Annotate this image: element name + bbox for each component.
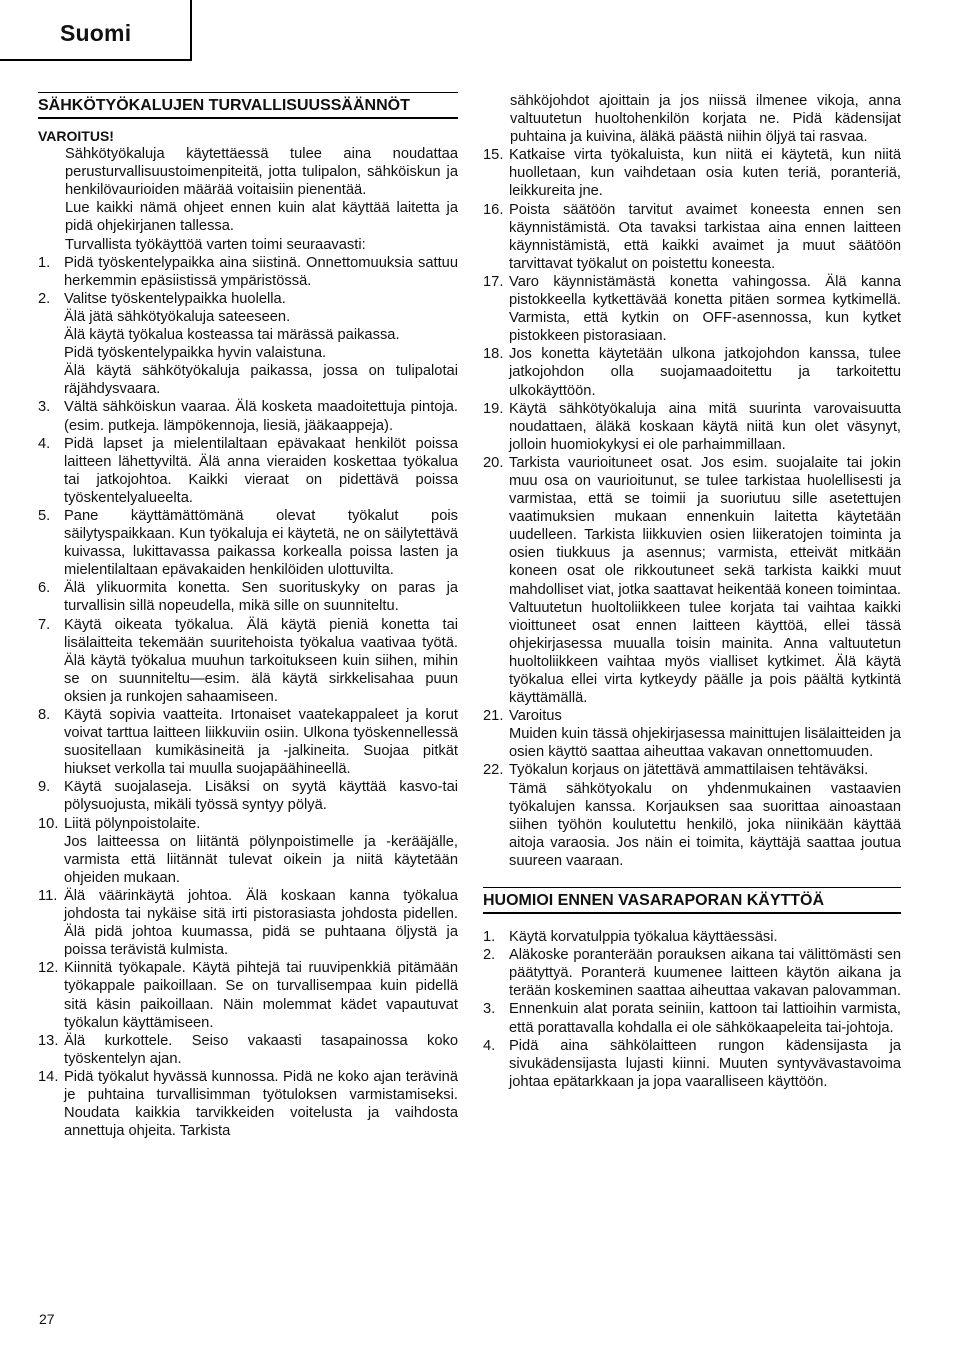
list-item-text bbox=[509, 761, 901, 870]
list-item-number: 9. bbox=[38, 779, 51, 796]
intro-paragraph: Sähkötyökaluja käytettäessä tulee aina noudattaa perusturvallisuustoimenpiteitä, jotta tulipalon, sähköiskun ja henkilövaurioiden määrää voitaisiin pienentää. bbox=[65, 146, 458, 199]
list-item-text bbox=[64, 435, 458, 507]
list-item-paragraph: Ennenkuin alat porata seiniin, kattoon tai lattioihin varmista, että porattavalla kohdalla ei ole sähkökaapeleita tai-johtoja. bbox=[509, 1001, 901, 1036]
list-item-paragraph: Liitä pölynpoistolaite. bbox=[64, 815, 201, 832]
list-item-paragraph: Älä käytä sähkötyökaluja paikassa, jossa on tulipalotai räjähdysvaara. bbox=[64, 363, 458, 398]
list-item-paragraph: Käytä oikeata työkalua. Älä käytä pieniä konetta tai lisälaitteita tekemään suuritehoista työkalua vaativaa työtä. Älä käytä työkalua muuhun tarkoitukseen kuin siihen, mihin se on suunniteltu—esim. älä käytä sirkkelisahaa puun oksien ja runkojen sahaamiseen. bbox=[64, 616, 458, 705]
right-column bbox=[483, 92, 901, 1091]
list-item-text bbox=[64, 507, 458, 579]
list-item-paragraph: Älä käytä työkalua kosteassa tai märässä paikassa. bbox=[64, 327, 400, 344]
list-item-text bbox=[509, 345, 901, 399]
list-item-paragraph: Käytä suojalaseja. Lisäksi on syytä käyttää kasvo-tai pölysuojusta, mikäli työssä syntyy pölyä. bbox=[64, 779, 458, 814]
list-item-text bbox=[509, 707, 901, 761]
list-item-paragraph: Poista säätöön tarvitut avaimet koneesta ennen sen käynnistämistä. Ota tavaksi tarkistaa aina ennen laitteen käynnistämistä, että kaikki avaimet ja muut säätöön tarvittavat työkalut on poistettu koneesta. bbox=[509, 201, 901, 272]
list-item-paragraph: Älä väärinkäytä johtoa. Älä koskaan kanna työkalua johdosta tai nykäise sitä irti pistorasiasta johdosta pidellen. Älä pidä johtoa kuumassa, pidä se puhtaana öljystä ja poissa terävistä kulmista. bbox=[64, 887, 458, 959]
list-item-number: 20. bbox=[483, 454, 504, 471]
list-item-paragraph: Varoitus bbox=[509, 708, 562, 725]
list-item-number: 17. bbox=[483, 273, 504, 290]
list-item-paragraph: Käytä sähkötyökaluja aina mitä suurinta varovaisuutta noudattaen, äläkä koskaan käytä niitä kun olet väsynyt, jolloin huomiokykysi ei ole parhaimmillaan. bbox=[509, 400, 901, 453]
warning-label: VAROITUS! bbox=[38, 128, 114, 144]
list-item-text bbox=[509, 1037, 901, 1091]
list-item-text bbox=[64, 1032, 458, 1068]
list-item-number: 10. bbox=[38, 815, 59, 832]
safety-rules-list-continued bbox=[483, 146, 901, 870]
list-item-number: 8. bbox=[38, 707, 51, 723]
list-item-paragraph: Pidä aina sähkölaitteen rungon kädensijasta ja sivukädensijasta lujasti kiinni. Muuten syntyvävastavoima johtaa epätarkkaan ja jopa vaaralliseen käyttöön. bbox=[509, 1037, 901, 1090]
list-item-paragraph: Vältä sähköiskun vaaraa. Älä kosketa maadoitettuja pintoja. (esim. putkeja. lämpökennoja, liesiä, jääkaappeja). bbox=[64, 399, 458, 434]
list-item-text bbox=[64, 1068, 458, 1140]
list-item-text bbox=[64, 254, 458, 290]
list-item-number: 6. bbox=[38, 580, 51, 597]
list-item bbox=[38, 959, 458, 1031]
list-item-paragraph: Käytä korvatulppia työkalua käyttäessäsi. bbox=[509, 929, 778, 946]
language-tab bbox=[0, 0, 192, 61]
list-item-paragraph: Pidä työskentelypaikka aina siistinä. Onnettomuuksia sattuu herkemmin epäsiistissä ympäristössä. bbox=[64, 254, 458, 289]
hammer-drill-list bbox=[483, 928, 901, 1091]
list-item-paragraph: Pane käyttämättömänä olevat työkalut pois säilytyspaikkaan. Kun työkaluja ei käytetä, ne on säilytettävä kuivassa, lukittavassa paikassa korkealla poissa lasten ja mielentilaltaan epävakaiden henkilöiden ulottuvilta. bbox=[64, 507, 458, 579]
list-item-number: 7. bbox=[38, 616, 51, 633]
list-item bbox=[483, 400, 901, 454]
list-item-text bbox=[64, 778, 458, 814]
continuation-paragraph: sähköjohdot ajoittain ja jos niissä ilmenee vikoja, anna valtuutetun huoltohenkilön korjata ne. Pidä kädensijat puhtaina ja kuivina, äläkä päästä niihin öljyä tai rasvaa. bbox=[510, 93, 901, 146]
list-item-number: 2. bbox=[38, 290, 51, 307]
list-item-number: 5. bbox=[38, 507, 51, 524]
list-item bbox=[38, 1032, 458, 1068]
list-item-number: 15. bbox=[483, 147, 504, 164]
list-item-text bbox=[509, 928, 901, 946]
list-item-text bbox=[509, 946, 901, 1000]
list-item-text bbox=[64, 579, 458, 615]
list-item-paragraph: Kiinnitä työkapale. Käytä pihtejä tai ruuvipenkkiä pitämään työkappale paikoillaan. Se on turvallisempaa kuin pidellä sitä käsin paikoillaan. Näin molemmat kädet vapautuvat työkalun käyttämiseen. bbox=[64, 960, 458, 1031]
list-item bbox=[483, 201, 901, 273]
list-item bbox=[483, 273, 901, 345]
list-item bbox=[38, 706, 458, 778]
list-item-number: 12. bbox=[38, 960, 59, 977]
safety-rules-heading: SÄHKÖTYÖKALUJEN TURVALLISUUSSÄÄNNÖT bbox=[38, 92, 458, 119]
list-item-number: 19. bbox=[483, 400, 504, 417]
list-item-paragraph: Tämä sähkötyokalu on yhdenmukainen vastaavien työkalujen kanssa. Korjauksen saa suorittaa ainoastaan siihen työhön koulutettu henkilö, joka niinikään käyttää aitoja varaosia. Jos näin ei toimita, käyttäjä saattaa joutua suureen vaaraan. bbox=[509, 780, 901, 869]
list-item-paragraph: Älä ylikuormita konetta. Sen suorituskyky on paras ja turvallisin sillä nopeudella, mikä sille on suunniteltu. bbox=[64, 580, 458, 615]
list-item-paragraph: Valitse työskentelypaikka huolella. bbox=[64, 290, 286, 307]
list-item-number: 4. bbox=[38, 435, 51, 452]
list-item-number: 14. bbox=[38, 1068, 59, 1085]
list-item-number: 22. bbox=[483, 762, 504, 779]
list-item-paragraph: Tarkista vaurioituneet osat. Jos esim. suojalaite tai jokin muu osa on vaurioitunut, se tulee tarkistaa huolellisesti ja varmistaa, että se toimii ja suoriutuu sille asetettujen vaatimuksien mukaan ennenkuin laitetta käytetään uudelleen. Tarkista liikkuvien osien liikeratojen toiminta ja osien tiukkuus ja asennus; varmista, etteivät mitkään koneen osat ole rikkoutuneet sekä tarkista kaikki muut mahdolliset viat, jotka saattavat heikentää koneen toimintaa. Valtuutetun huoltoliikkeen tulee korjata tai vaihtaa kaikki vioittuneet osat ennen laitteen käyttöä, ellei tässä ohjekirjasessa muualla toisin mainita. Anna valtuutetun huoltoliikkeen vaihtaa myös vialliset kytkimet. Älä käytä työkalua ellei virta kytkeydy päälle ja pois päältä kytkintä käyttämällä. bbox=[509, 454, 901, 707]
list-item-number: 11. bbox=[38, 887, 58, 904]
list-item-text bbox=[509, 400, 901, 454]
list-item bbox=[38, 616, 458, 706]
list-item-number: 4. bbox=[483, 1037, 496, 1054]
list-item-paragraph: Jos laitteessa on liitäntä pölynpoistimelle ja -kerääjälle, varmista että liitännät tulevat oikein ja niitä käytetään ohjeiden mukaan. bbox=[64, 833, 458, 886]
list-item bbox=[483, 454, 901, 707]
list-item-number: 2. bbox=[483, 947, 496, 964]
list-item bbox=[38, 579, 458, 615]
list-item-paragraph: Pidä työskentelypaikka hyvin valaistuna. bbox=[64, 345, 327, 362]
list-item bbox=[38, 254, 458, 290]
list-item-number: 3. bbox=[38, 399, 51, 416]
list-item-number: 1. bbox=[483, 929, 496, 946]
list-item-paragraph: Työkalun korjaus on jätettävä ammattilaisen tehtäväksi. bbox=[509, 762, 869, 779]
list-item-text bbox=[509, 1000, 901, 1036]
left-column bbox=[38, 92, 458, 1140]
page-number: 27 bbox=[39, 1311, 55, 1327]
hammer-drill-heading: HUOMIOI ENNEN VASARAPORAN KÄYTTÖÄ bbox=[483, 887, 901, 914]
list-item bbox=[483, 1000, 901, 1036]
list-item-number: 21. bbox=[483, 708, 504, 725]
list-item-text bbox=[509, 201, 901, 273]
list-item-number: 18. bbox=[483, 346, 504, 363]
list-item bbox=[483, 707, 901, 761]
list-item-paragraph: Pidä työkalut hyvässä kunnossa. Pidä ne koko ajan terävinä je puhtaina turvallisimman työtuloksen varmistamiseksi. Noudata kaikkia tarvikkeiden voitelusta ja vaihdosta annettuja ohjeita. Tarkista bbox=[64, 1068, 458, 1140]
list-item-text bbox=[64, 706, 458, 778]
list-item-paragraph: Käytä sopivia vaatteita. Irtonaiset vaatekappaleet ja korut voivat tarttua laitteen liikkuviin osiin. Ulkona työskennellessä suositellaan kumikäsineitä ja -jalkineita. Suojaa pitkät hiukset verkolla tai muulla suojapäähineellä. bbox=[64, 707, 458, 778]
list-item-text bbox=[64, 959, 458, 1031]
list-item-number: 13. bbox=[38, 1032, 59, 1049]
list-item-text bbox=[64, 887, 458, 959]
list-item-paragraph: Pidä lapset ja mielentilaltaan epävakaat henkilöt poissa laitteen lähettyviltä. Älä anna vieraiden koskettaa työkalua tai jatkojohtoa. Kaikki vieraat on pidettävä poissa työskentelyalueelta. bbox=[64, 435, 458, 506]
list-item bbox=[38, 435, 458, 507]
list-item-paragraph: Katkaise virta työkaluista, kun niitä ei käytetä, kun niitä huolletaan, kun vaihdetaan osia kuten teriä, poranteriä, leikkureita jne. bbox=[509, 147, 901, 200]
list-item-number: 1. bbox=[38, 254, 51, 271]
list-item bbox=[38, 507, 458, 579]
list-item bbox=[38, 778, 458, 814]
language-tab-label: Suomi bbox=[60, 20, 132, 46]
list-item-text bbox=[509, 146, 901, 200]
list-item-paragraph: Älä kurkottele. Seiso vakaasti tasapainossa koko työskentelyn ajan. bbox=[64, 1032, 458, 1067]
list-item-text bbox=[64, 398, 458, 434]
list-item-text bbox=[509, 273, 901, 345]
list-item-paragraph: Aläkoske poranterään porauksen aikana tai välittömästi sen päätyttyä. Poranterä kuumenee laitteen käytön aikana ja terään koskeminen saattaa aiheuttaa vakavan palovamman. bbox=[509, 947, 901, 1000]
list-item-number: 3. bbox=[483, 1001, 496, 1018]
list-item-paragraph: Varo käynnistämästä konetta vahingossa. Älä kanna pistokkeella kytkettävää konetta pitäen sormea kytkimellä. Varmista, että kytkin on OFF-asennossa, kun kytket pistokkeen pistorasiaan. bbox=[509, 273, 901, 345]
list-item bbox=[38, 815, 458, 887]
list-item bbox=[483, 761, 901, 870]
intro-paragraph: Lue kaikki nämä ohjeet ennen kuin alat käyttää laitetta ja pidä ohjekirjanen tallessa. bbox=[65, 200, 458, 235]
list-item bbox=[483, 928, 901, 946]
list-item bbox=[38, 398, 458, 434]
list-item bbox=[483, 1037, 901, 1091]
safety-rules-list bbox=[38, 254, 458, 1141]
list-item bbox=[483, 946, 901, 1000]
list-item bbox=[483, 345, 901, 399]
list-item-text bbox=[64, 616, 458, 706]
list-item bbox=[38, 290, 458, 399]
list-item bbox=[38, 887, 458, 959]
list-item-paragraph: Jos konetta käytetään ulkona jatkojohdon kanssa, tulee jatkojohdon olla suojamaadoitettu ja tarkoitettu ulkokäyttöön. bbox=[509, 346, 901, 399]
list-item-text bbox=[64, 290, 458, 399]
intro-paragraph: Turvallista työkäyttöä varten toimi seuraavasti: bbox=[65, 236, 366, 253]
list-item-text bbox=[509, 454, 901, 707]
list-item bbox=[38, 1068, 458, 1140]
list-item-paragraph: Muiden kuin tässä ohjekirjasessa mainittujen lisälaitteiden ja osien käyttö saattaa aiheuttaa vakavan onnettomuuden. bbox=[509, 726, 901, 761]
list-item bbox=[483, 146, 901, 200]
list-item-paragraph: Älä jätä sähkötyökaluja sateeseen. bbox=[64, 308, 291, 325]
list-item-number: 16. bbox=[483, 201, 504, 218]
list-item-text bbox=[64, 815, 458, 887]
